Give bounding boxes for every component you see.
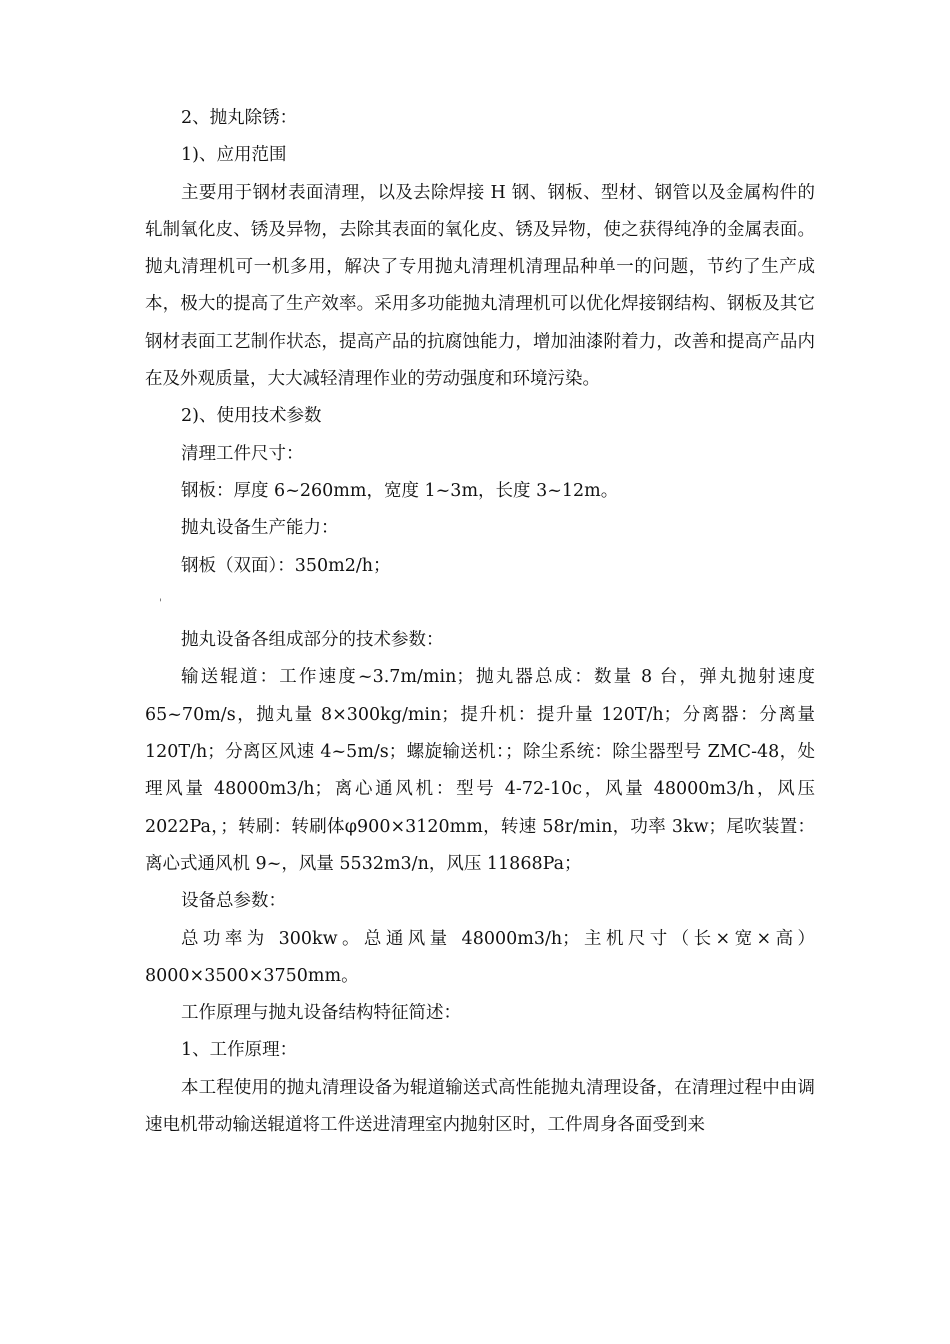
label-workpiece-size: 清理工件尺寸： — [181, 443, 304, 464]
subheading-working-principle: 1、工作原理： — [181, 1040, 298, 1061]
paragraph-steel-plate-size: 钢板：厚度 6~260mm，宽度 1~3m，长度 3~12m。 — [181, 480, 619, 501]
stray-mark: ' — [159, 597, 162, 609]
document-body — [145, 100, 815, 1144]
subheading-technical-parameters: 2)、使用技术参数 — [181, 406, 322, 427]
label-overall-parameters: 设备总参数： — [181, 891, 286, 912]
section-heading-shot-blasting: 2、抛丸除锈： — [181, 108, 298, 128]
paragraph-application-scope: 主要用于钢材表面清理，以及去除焊接 H 钢、钢板、型材、钢管以及金属构件的轧制氧化皮、锈及异物，去除其表面的氧化皮、锈及异物，使之获得纯净的金属表面。抛丸清理机可一机多用，解决了专用抛丸清理机清理品种单一的问题，节约了生产成本，极大的提高了生产效率。采用多功能抛丸清理机可以优化焊接钢结构、钢板及其它钢材表面工艺制作状态，提高产品的抗腐蚀能力，增加油漆附着力，改善和提高产品内在及外观质量，大大减轻清理作业的劳动强度和环境污染。 — [145, 182, 815, 390]
subheading-application-scope: 1)、应用范围 — [181, 145, 287, 166]
label-production-capacity: 抛丸设备生产能力： — [181, 518, 339, 539]
paragraph-component-parameters: 输送辊道：工作速度~3.7m/min；抛丸器总成：数量 8 台，弹丸抛射速度 65~70m/s，抛丸量 8×300kg/min；提升机：提升量 120T/h；分离器：分离量 120T/h；分离区风速 4~5m/s；螺旋输送机：；除尘系统：除尘器型号 ZMC-48，处理风量 48000m3/h；离心通风机：型号 4-72-10c，风量 48000m3/h，风压 2022Pa，；转刷：转刷体φ900×3120mm，转速 58r/min，功率 3kw；尾吹装置：离心式通风机 9~，风量 5532m3/n，风压 11868Pa； — [145, 667, 815, 874]
label-working-principle-overview: 工作原理与抛丸设备结构特征简述： — [181, 1003, 461, 1024]
paragraph-working-principle: 本工程使用的抛丸清理设备为辊道输送式高性能抛丸清理设备，在清理过程中由调速电机带动输送辊道将工件送进清理室内抛射区时，工件周身各面受到来 — [145, 1077, 815, 1136]
paragraph-capacity-value: 钢板（双面）：350m2/h； — [181, 555, 391, 576]
label-component-parameters: 抛丸设备各组成部分的技术参数： — [181, 630, 444, 651]
paragraph-overall-parameters: 总功率为 300kw。总通风量 48000m3/h；主机尺寸（长×宽×高）8000×3500×3750mm。 — [145, 928, 815, 986]
